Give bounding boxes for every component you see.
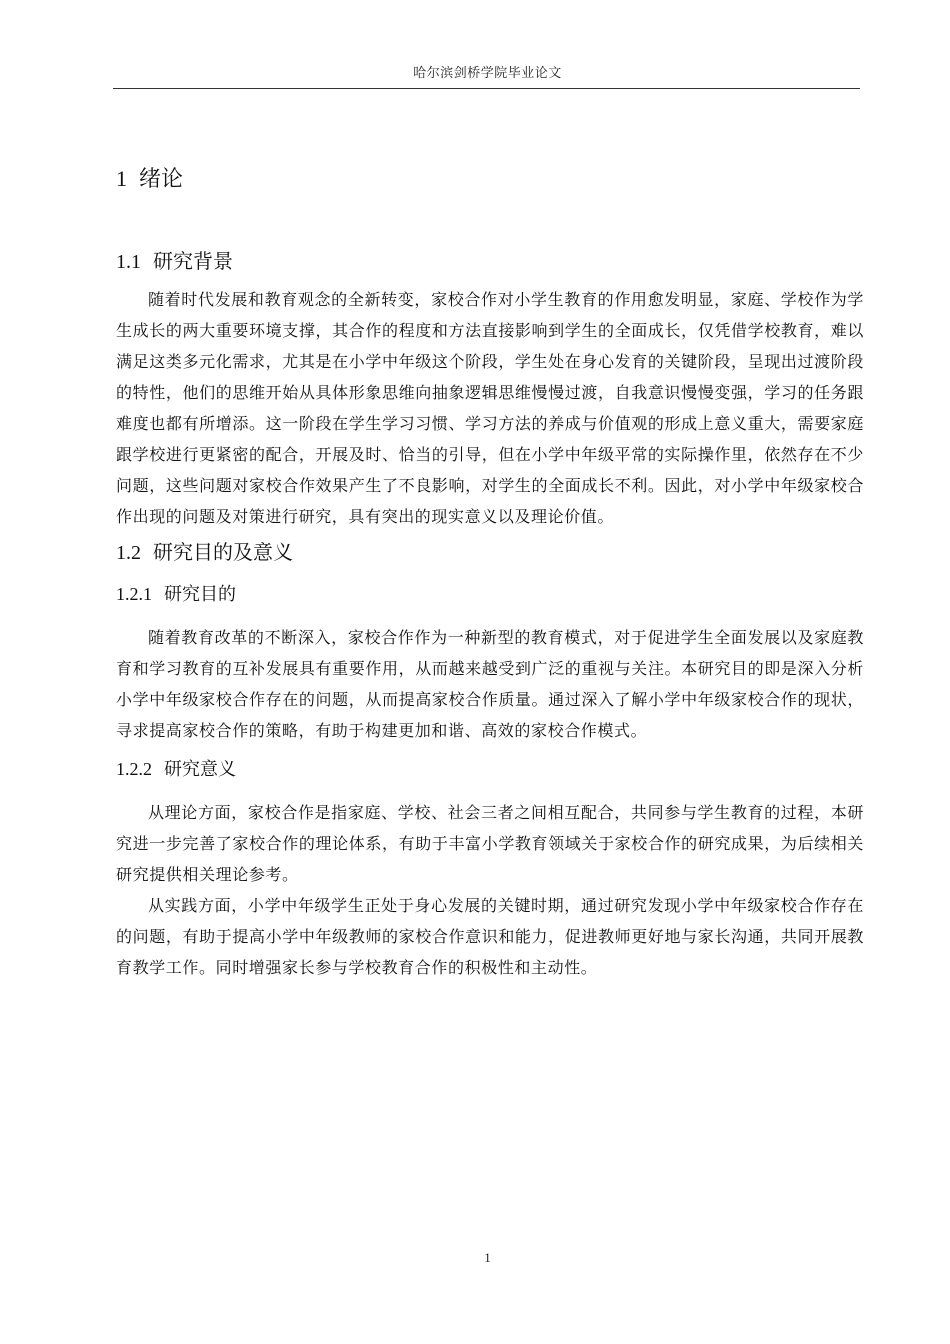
section-title: 研究目的及意义 [153,540,293,564]
section-number: 1.2 [116,542,141,564]
subsection-title: 研究意义 [164,759,236,780]
page-header [0,66,950,82]
header-divider [113,88,860,89]
chapter-number: 1 [116,166,127,191]
section-number: 1.1 [116,251,141,273]
section-title: 研究背景 [153,249,233,273]
header-title: 哈尔滨剑桥学院毕业论文 [413,66,562,81]
significance-paragraph-theory: 从理论方面，家校合作是指家庭、学校、社会三者之间相互配合，共同参与学生教育的过程，本研究进一步完善了家校合作的理论体系，有助于丰富小学教育领域关于家校合作的研究成果，为后续相关研究提供相关理论参考。 [116,803,864,884]
chapter-title: 绪论 [139,167,184,192]
subsection-title: 研究目的 [164,584,236,605]
section-heading-background [116,247,864,276]
subsection-number: 1.2.1 [116,584,152,604]
document-body [116,158,864,983]
page-number-value: 1 [484,1250,491,1265]
subsection-heading-significance [116,756,864,783]
subsection-number: 1.2.2 [116,759,152,779]
chapter-heading [116,164,864,195]
section-heading-purpose-significance [116,538,864,567]
purpose-paragraph: 随着教育改革的不断深入，家校合作作为一种新型的教育模式，对于促进学生全面发展以及家庭教育和学习教育的互补发展具有重要作用，从而越来越受到广泛的重视与关注。本研究目的即是深入分析小学中年级家校合作存在的问题，从而提高家校合作质量。通过深入了解小学中年级家校合作的现状，寻求提高家校合作的策略，有助于构建更加和谐、高效的家校合作模式。 [116,628,864,740]
significance-paragraph-practice: 从实践方面，小学中年级学生正处于身心发展的关键时期，通过研究发现小学中年级家校合作存在的问题，有助于提高小学中年级教师的家校合作意识和能力，促进教师更好地与家长沟通，共同开展教育教学工作。同时增强家长参与学校教育合作的积极性和主动性。 [116,896,864,977]
background-paragraph: 随着时代发展和教育观念的全新转变，家校合作对小学生教育的作用愈发明显，家庭、学校作为学生成长的两大重要环境支撑，其合作的程度和方法直接影响到学生的全面成长，仅凭借学校教育，难以满足这类多元化需求，尤其是在小学中年级这个阶段，学生处在身心发育的关键阶段，呈现出过渡阶段的特性，他们的思维开始从具体形象思维向抽象逻辑思维慢慢过渡，自我意识慢慢变强，学习的任务跟难度也都有所增添。这一阶段在学生学习习惯、学习方法的养成与价值观的形成上意义重大，需要家庭跟学校进行更紧密的配合，开展及时、恰当的引导，但在小学中年级平常的实际操作里，依然存在不少问题，这些问题对家校合作效果产生了不良影响，对学生的全面成长不利。因此，对小学中年级家校合作出现的问题及对策进行研究，具有突出的现实意义以及理论价值。 [116,290,864,526]
page-number [0,1250,950,1266]
subsection-heading-purpose [116,581,864,608]
